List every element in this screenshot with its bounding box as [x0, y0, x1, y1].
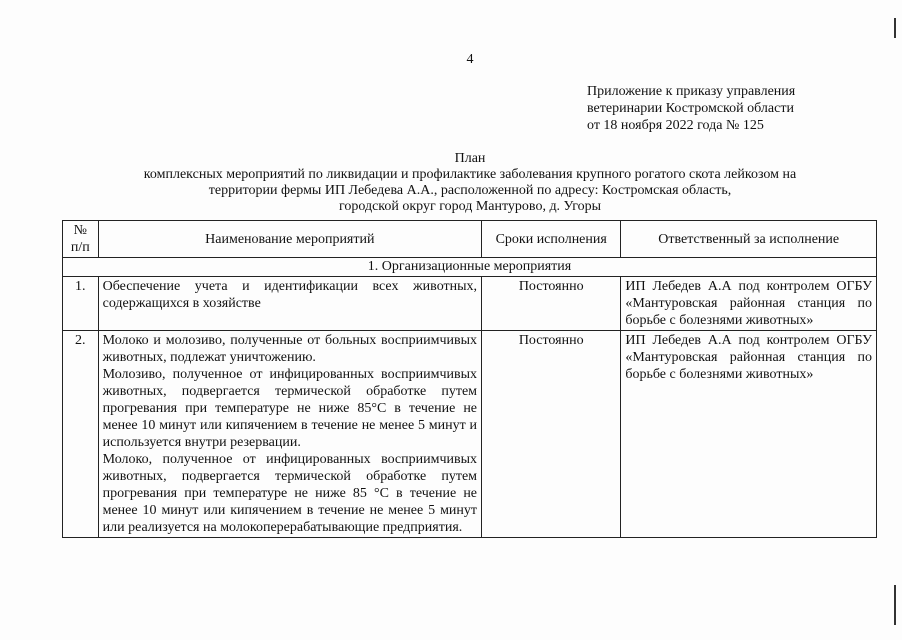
- scan-edge-mark: [894, 585, 896, 625]
- activity-paragraph: Молоко, полученное от инфицированных восприимчивых животных, подвергается термической обработке путем прогревания при температуре не ниже 85 °С в течение не менее 10 минут или кипячением в течение не менее 5 минут или реализуется на молокоперерабатывающие предприятия.: [102, 452, 478, 535]
- plan-title: План: [454, 151, 486, 166]
- header-deadline: Сроки исполнения: [482, 221, 621, 258]
- section-row: [63, 258, 877, 277]
- plan-table: [62, 220, 877, 538]
- header-number-symbol: №: [73, 223, 87, 238]
- appendix-line: Приложение к приказу управления: [587, 84, 796, 99]
- plan-heading: [60, 151, 880, 215]
- page-number: 4: [466, 52, 474, 67]
- section-title: 1. Организационные мероприятия: [63, 258, 877, 277]
- row-responsible: ИП Лебедев А.А под контролем ОГБУ «Мантуровская районная станция по борьбе с болезнями животных»: [621, 331, 877, 538]
- header-responsible: Ответственный за исполнение: [621, 221, 877, 258]
- plan-subtitle-line: территории фермы ИП Лебедева А.А., расположенной по адресу: Костромская область,: [208, 183, 732, 198]
- header-number-abbr: п/п: [70, 240, 90, 255]
- plan-subtitle-line: комплексных мероприятий по ликвидации и профилактике заболевания крупного рогатого скота лейкозом на: [143, 167, 797, 182]
- row-responsible: ИП Лебедев А.А под контролем ОГБУ «Мантуровская районная станция по борьбе с болезнями животных»: [621, 277, 877, 331]
- activity-paragraph: Молоко и молозиво, полученные от больных восприимчивых животных, подлежат уничтожению.: [102, 333, 478, 365]
- activity-paragraph: Обеспечение учета и идентификации всех животных, содержащихся в хозяйстве: [102, 279, 478, 311]
- row-number: 1.: [63, 277, 99, 331]
- plan-subtitle-line: городской округ город Мантурово, д. Угоры: [338, 199, 602, 214]
- row-activity: [98, 277, 481, 331]
- appendix-note: [587, 83, 887, 134]
- activity-paragraph: Молозиво, полученное от инфицированных восприимчивых животных, подвергается термической обработке путем прогревания при температуре не ниже 85°С в течение не менее 10 минут или кипячением в течение не менее 5 минут и используется внутри резервации.: [102, 367, 478, 450]
- appendix-line: от 18 ноября 2022 года № 125: [587, 118, 764, 133]
- row-activity: [98, 331, 481, 538]
- header-number: [63, 221, 99, 258]
- table-header-row: [63, 221, 877, 258]
- row-deadline: Постоянно: [482, 277, 621, 331]
- row-number: 2.: [63, 331, 99, 538]
- row-deadline: Постоянно: [482, 331, 621, 538]
- table-row: [63, 331, 877, 538]
- appendix-line: ветеринарии Костромской области: [587, 101, 794, 116]
- table-row: [63, 277, 877, 331]
- header-activity-name: Наименование мероприятий: [98, 221, 481, 258]
- scan-edge-mark: [894, 18, 896, 38]
